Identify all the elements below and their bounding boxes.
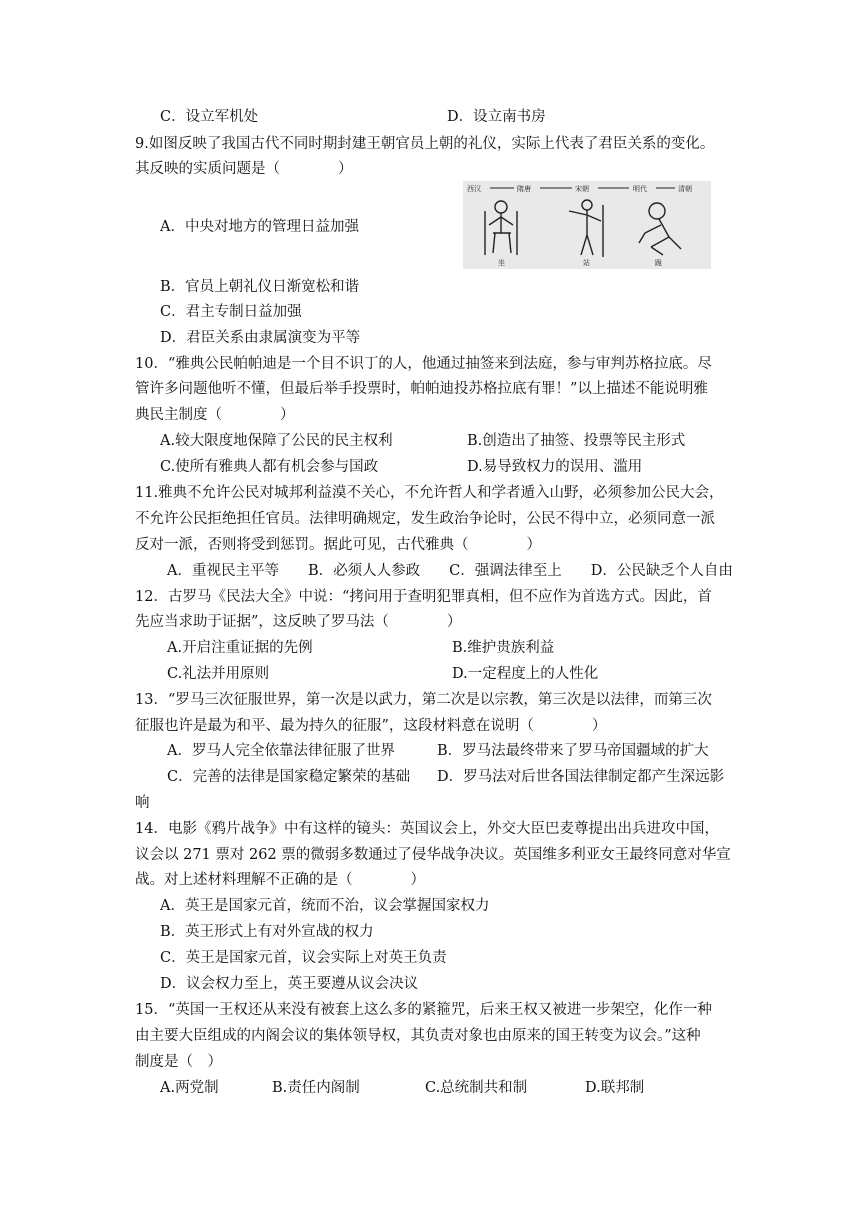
q13-stem-line1: 13．“罗马三次征服世界，第一次是以武力，第二次是以宗教，第三次是以法律，而第三次 (135, 692, 712, 708)
q9-stem-line1: 9.如图反映了我国古代不同时期封建王朝官员上朝的礼仪，实际上代表了君臣关系的变化。 (135, 136, 715, 152)
posture-label-sit: 坐 (498, 259, 505, 267)
q8-option-c: C．设立军机处 (160, 109, 259, 125)
q12-stem-line2: 先应当求助于证据”，这反映了罗马法（ ） (135, 614, 462, 630)
timeline-label-3: 明代 (633, 185, 647, 193)
q13-option-a: A．罗马人完全依靠法律征服了世界 (167, 743, 395, 759)
q12-option-d: D.一定程度上的人性化 (452, 666, 599, 682)
q14-stem-line3: 战。对上述材料理解不正确的是（ ） (135, 872, 425, 888)
q15-stem-line1: 15．“英国一王权还从来没有被套上这么多的紧箍咒，后来王权又被进一步架空，化作一种 (135, 1002, 712, 1018)
q10-option-c: C.使所有雅典人都有机会参与国政 (160, 459, 379, 475)
q8-option-d: D．设立南书房 (447, 109, 546, 125)
q10-stem-line3: 典民主制度（ ） (135, 407, 295, 423)
q10-option-b: B.创造出了抽签、投票等民主形式 (467, 433, 686, 449)
timeline-label-1: 隋唐 (517, 185, 531, 193)
q12-option-a: A.开启注重证据的先例 (167, 640, 313, 656)
q15-option-d: D.联邦制 (585, 1080, 645, 1096)
q14-stem-line2: 议会以 271 票对 262 票的微弱多数通过了侵华战争决议。英国维多利亚女王最终同意对华宣 (135, 847, 731, 863)
q10-option-a: A.较大限度地保障了公民的民主权利 (160, 433, 393, 449)
q13-option-c: C．完善的法律是国家稳定繁荣的基础 (167, 769, 411, 785)
q12-option-b: B.维护贵族利益 (452, 640, 555, 656)
kneeling-official-icon (639, 203, 681, 255)
q15-stem-line3: 制度是（ ） (135, 1054, 222, 1070)
q14-option-b: B．英王形式上有对外宣战的权力 (160, 924, 374, 940)
q9-option-d: D．君臣关系由隶属演变为平等 (160, 330, 361, 346)
q11-stem-line2: 不允许公民拒绝担任官员。法律明确规定，发生政治争论时，公民不得中立，必须同意一派 (135, 511, 715, 527)
q12-option-c: C.礼法并用原则 (167, 666, 270, 682)
q14-option-d: D．议会权力至上，英王要遵从议会决议 (160, 976, 419, 992)
standing-official-icon (569, 200, 603, 257)
q15-option-b: B.责任内阁制 (272, 1080, 360, 1096)
q9-option-a: A．中央对地方的管理日益加强 (160, 219, 359, 235)
q9-court-etiquette-figure (463, 181, 711, 269)
q10-stem-line2: 管许多问题他听不懂，但最后举手投票时，帕帕迪投苏格拉底有罪！”以上描述不能说明雅 (135, 381, 708, 397)
q13-option-d: D．罗马法对后世各国法律制定都产生深远影 (437, 769, 725, 785)
q10-option-d: D.易导致权力的误用、滥用 (467, 459, 643, 475)
timeline-label-2: 宋朝 (575, 185, 589, 193)
timeline-label-4: 清朝 (678, 185, 692, 193)
posture-label-kneel: 跪 (655, 259, 662, 267)
q14-option-c: C．英王是国家元首，议会实际上对英王负责 (160, 950, 447, 966)
posture-label-stand: 站 (583, 259, 590, 267)
q11-stem-line3: 反对一派，否则将受到惩罚。据此可见，古代雅典（ ） (135, 537, 541, 553)
q9-option-c: C．君主专制日益加强 (160, 304, 302, 320)
timeline-label-0: 西汉 (467, 185, 481, 193)
q13-stem-line2: 征服也许是最为和平、最为持久的征服”，这段材料意在说明（ ） (135, 718, 607, 734)
q15-option-c: C.总统制共和制 (425, 1080, 528, 1096)
q12-stem-line1: 12．古罗马《民法大全》中说：“拷问用于查明犯罪真相，但不应作为首选方式。因此，首 (135, 589, 712, 605)
q13-option-d-continued: 响 (135, 795, 150, 811)
q15-option-a: A.两党制 (160, 1080, 219, 1096)
sitting-official-icon (485, 201, 517, 255)
q11-options: A．重视民主平等 B．必须人人参政 C．强调法律至上 D．公民缺乏个人自由 (167, 563, 733, 579)
q14-stem-line1: 14．电影《鸦片战争》中有这样的镜头：英国议会上，外交大臣巴麦尊提出出兵进攻中国， (135, 821, 719, 837)
q10-stem-line1: 10．“雅典公民帕帕迪是一个目不识丁的人，他通过抽签来到法庭，参与审判苏格拉底。尽 (135, 356, 712, 372)
q9-option-b: B．官员上朝礼仪日渐宽松和谐 (160, 279, 360, 295)
q14-option-a: A．英王是国家元首，统而不治，议会掌握国家权力 (160, 898, 490, 914)
court-etiquette-illustration (463, 181, 711, 269)
q13-option-b: B．罗马法最终带来了罗马帝国疆域的扩大 (437, 743, 709, 759)
q9-stem-line2: 其反映的实质问题是（ ） (135, 161, 353, 177)
q11-stem-line1: 11.雅典不允许公民对城邦利益漠不关心，不允许哲人和学者遁入山野，必须参加公民大会， (135, 485, 724, 501)
q15-stem-line2: 由主要大臣组成的内阁会议的集体领导权，其负责对象也由原来的国王转变为议会。”这种 (135, 1028, 701, 1044)
